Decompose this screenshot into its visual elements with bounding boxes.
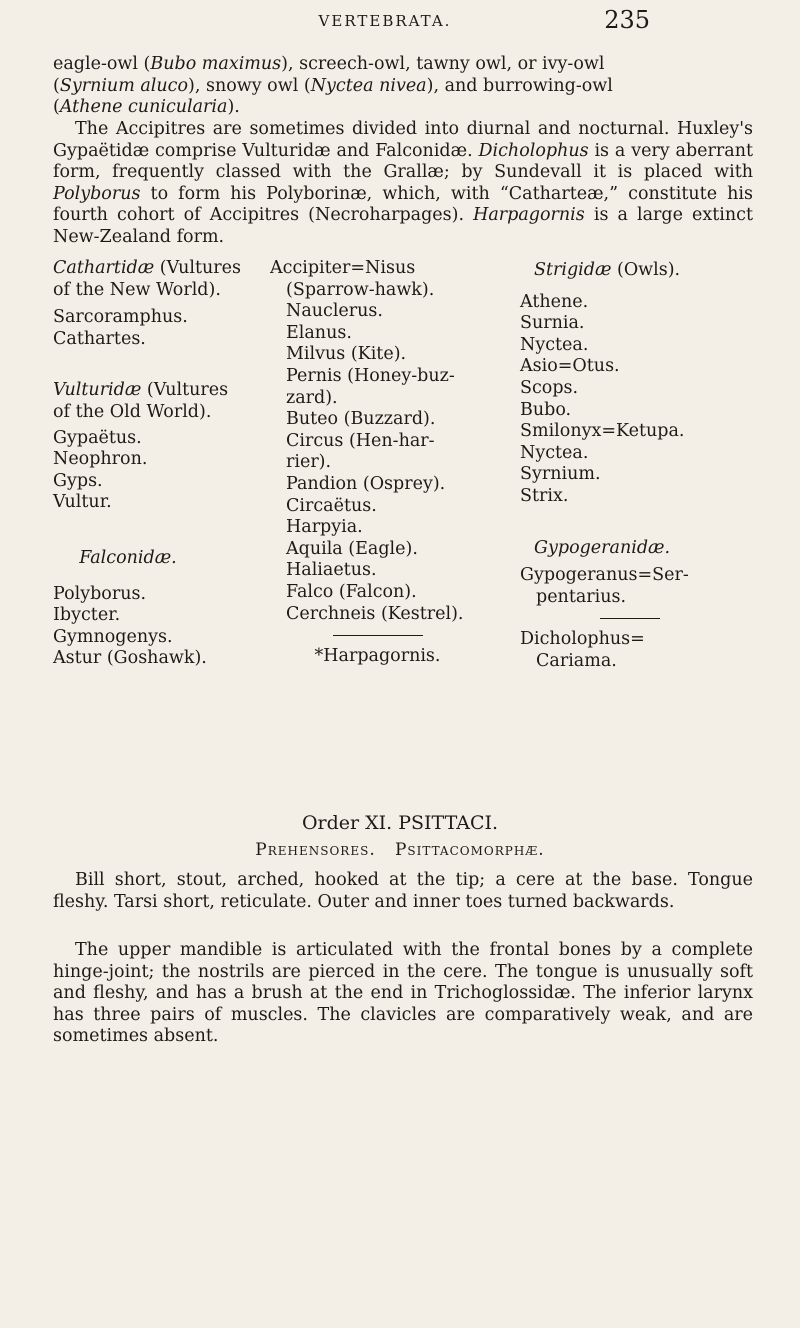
- genus-item: (Sparrow-hawk).: [286, 279, 435, 300]
- genus-item: Elanus.: [286, 322, 352, 343]
- genus-item: Sarcoramphus.: [53, 307, 188, 328]
- genus-item: Circaëtus.: [286, 495, 377, 516]
- genus-item: Milvus (Kite).: [286, 344, 407, 365]
- classification-paragraph: The Accipitres are sometimes divided into diurnal and nocturnal. Huxley's Gypaëtidæ comprise Vulturidæ and Falconidæ. Dicholophus is a very aberrant form, frequently classed with the Grallæ; by Sundevall it is placed with Polyborus to form his Polyborinæ, which, with “Catharteæ,” constitute his fourth cohort of Accipitres (Necroharpages). Harpagornis is a large extinct New-Zealand form.: [53, 119, 754, 247]
- intro-line-1: eagle-owl (Bubo maximus), screech-owl, tawny owl, or ivy-owl: [53, 54, 605, 74]
- genus-item: Falco (Falcon).: [286, 581, 417, 602]
- genus-item: Cariama.: [536, 650, 617, 671]
- genus-item: Buteo (Buzzard).: [286, 409, 436, 430]
- genus-item: rier).: [286, 452, 332, 473]
- page-number: 235: [604, 6, 650, 34]
- genus-item: zard).: [286, 387, 338, 408]
- cathartidae-heading-cont: of the New World).: [53, 279, 221, 300]
- genus-item: Syrnium.: [520, 464, 601, 485]
- falconidae-heading: Falconidæ.: [79, 547, 177, 568]
- running-title: VERTEBRATA.: [318, 12, 452, 30]
- genus-item: Polyborus.: [53, 583, 147, 604]
- genus-item: pentarius.: [536, 586, 627, 607]
- running-head: [120, 6, 650, 36]
- genus-item: Astur (Goshawk).: [53, 648, 207, 669]
- divider: [333, 635, 423, 636]
- genus-item: Gyps.: [53, 470, 103, 491]
- genus-item: Nyctea.: [520, 334, 589, 355]
- intro-line-3: (Athene cunicularia).: [53, 97, 240, 118]
- genus-item: Asio=Otus.: [520, 356, 620, 377]
- genus-item: Scops.: [520, 377, 579, 398]
- column-owls: [520, 260, 760, 673]
- genus-item: Surnia.: [520, 313, 585, 334]
- order-subheading: Prehensores. Psittacomorphæ.: [255, 840, 545, 860]
- genus-item: Smilonyx=Ketupa.: [520, 421, 685, 442]
- vulturidae-heading-cont: of the Old World).: [53, 401, 212, 422]
- genus-item: Accipiter=Nisus: [270, 258, 416, 278]
- genus-item: Gypaëtus.: [53, 427, 142, 448]
- genus-item: Cathartes.: [53, 328, 146, 349]
- vulturidae-heading: Vulturidæ (Vultures: [53, 380, 229, 401]
- genus-item: Haliaetus.: [286, 560, 377, 581]
- genus-item: Vultur.: [53, 492, 112, 513]
- genus-item: Nyctea.: [520, 442, 589, 463]
- genus-item: Nauclerus.: [286, 301, 383, 322]
- genus-item: Gypogeranus=Ser-: [520, 565, 689, 586]
- genus-item: Neophron.: [53, 449, 148, 470]
- genus-item: Dicholophus=: [520, 629, 645, 650]
- genus-item: Pandion (Osprey).: [286, 473, 446, 494]
- genus-item: Circus (Hen-har-: [286, 430, 435, 451]
- genus-item: Bubo.: [520, 399, 572, 420]
- strigidae-heading: Strigidæ (Owls).: [534, 260, 681, 280]
- genus-item: Athene.: [520, 291, 589, 312]
- intro-line-2: (Syrnium aluco), snowy owl (Nyctea nivea), and burrowing-owl: [53, 75, 613, 96]
- cathartidae-heading: Cathartidæ (Vultures: [53, 258, 242, 278]
- genus-item: Pernis (Honey-buz-: [286, 365, 455, 386]
- genus-item: Cerchneis (Kestrel).: [286, 603, 464, 624]
- extinct-genus: *Harpagornis.: [314, 646, 441, 667]
- genus-item: Aquila (Eagle).: [286, 538, 418, 559]
- gypogeranidae-heading: Gypogeranidæ.: [534, 537, 671, 558]
- column-accipiter: [270, 258, 485, 668]
- order-heading: Order XI. PSITTACI.: [301, 812, 499, 834]
- order-anatomy: The upper mandible is articulated with the frontal bones by a complete hinge-joint; the nostrils are pierced in the cere. The tongue is unusually soft and fleshy, and has a brush at the end in Trichoglossidæ. The inferior larynx has three pairs of muscles. The clavicles are comparatively weak, and are sometimes absent.: [53, 940, 753, 1047]
- genus-item: Ibycter.: [53, 605, 121, 626]
- divider: [600, 618, 660, 619]
- genus-item: Strix.: [520, 485, 569, 506]
- order-description: Bill short, stout, arched, hooked at the tip; a cere at the base. Tongue fleshy. Tarsi short, reticulate. Outer and inner toes turned backwards.: [53, 870, 753, 912]
- intro-paragraph: [53, 54, 753, 119]
- genus-item: Harpyia.: [286, 517, 363, 538]
- column-vultures-falconidae: [53, 258, 263, 670]
- genus-item: Gymnogenys.: [53, 626, 173, 647]
